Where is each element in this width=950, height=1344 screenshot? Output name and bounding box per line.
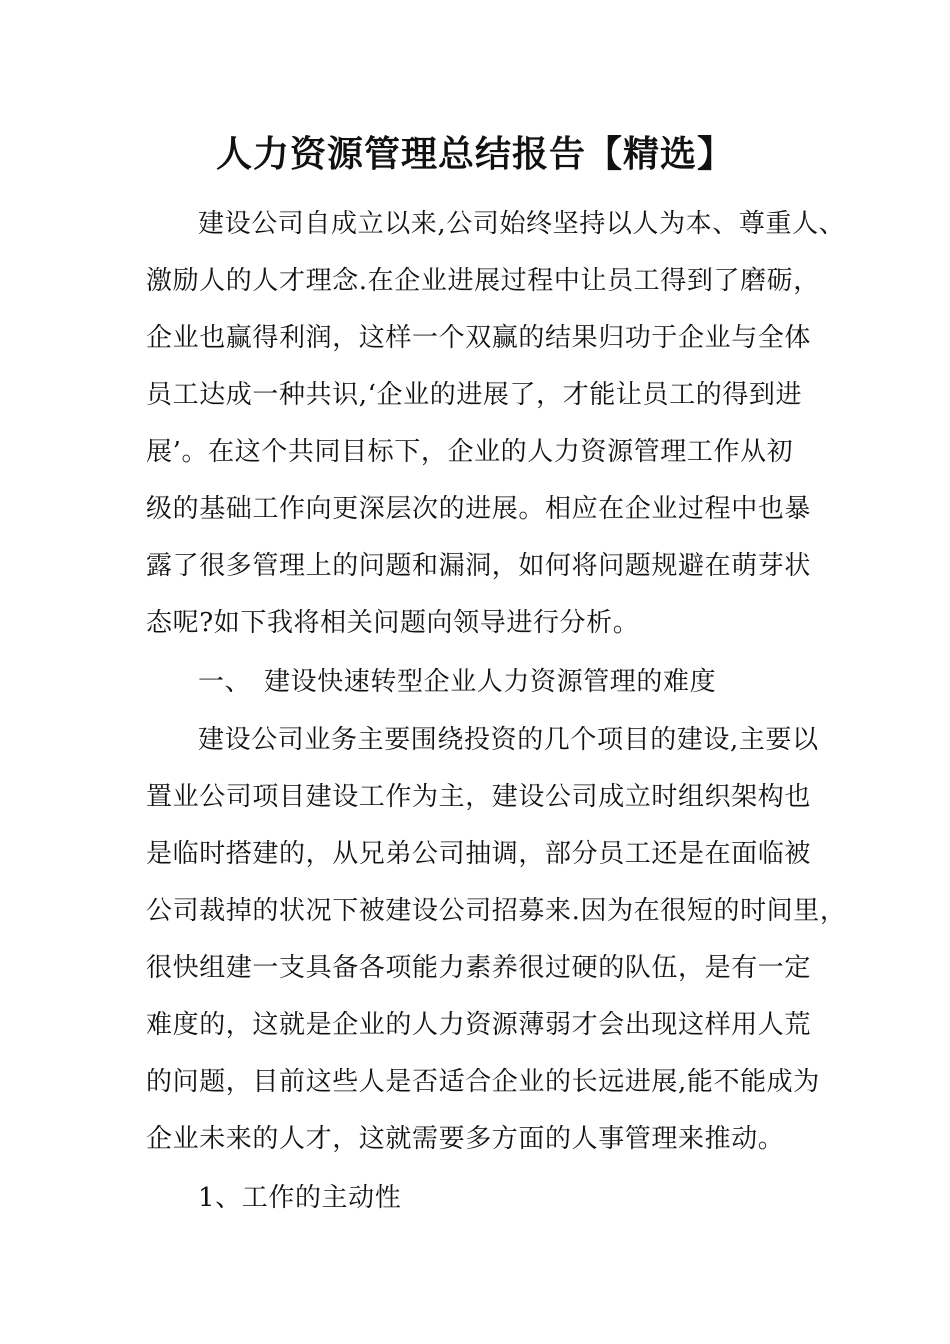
paragraph-line: 建设公司自成立以来,公司始终坚持以人为本、尊重人、	[198, 209, 846, 239]
paragraph-line: 露了很多管理上的问题和漏洞，如何将问题规避在萌芽状	[146, 551, 812, 581]
paragraph-line: 企业未来的人才，这就需要多方面的人事管理来推动。	[146, 1124, 785, 1154]
document-title: 人力资源管理总结报告【精选】	[215, 133, 734, 175]
paragraph-line: 员工达成一种共识,‘企业的进展了，才能让员工的得到进	[146, 380, 803, 410]
section-number: 一、	[198, 667, 252, 697]
paragraph-line: 公司裁掉的状况下被建设公司招募来.因为在很短的时间里，	[146, 896, 847, 926]
paragraph-line: 很快组建一支具备各项能力素养很过硬的队伍，是有一定	[146, 953, 812, 983]
paragraph-line: 企业也赢得利润，这样一个双赢的结果归功于企业与全体	[146, 323, 812, 353]
paragraph-line: 展’。在这个共同目标下，企业的人力资源管理工作从初	[146, 437, 794, 467]
subsection-heading: 1、工作的主动性	[198, 1183, 402, 1213]
section-title: 建设快速转型企业人力资源管理的难度	[264, 667, 717, 697]
paragraph-line: 态呢?如下我将相关问题向领导进行分析。	[146, 608, 640, 638]
paragraph-line: 级的基础工作向更深层次的进展。相应在企业过程中也暴	[146, 494, 812, 524]
section-heading	[198, 662, 716, 702]
paragraph-line: 置业公司项目建设工作为主，建设公司成立时组织架构也	[146, 782, 812, 812]
paragraph-line: 激励人的人才理念.在企业进展过程中让员工得到了磨砺，	[146, 266, 820, 296]
paragraph-line: 是临时搭建的，从兄弟公司抽调，部分员工还是在面临被	[146, 839, 812, 869]
paragraph-line: 的问题，目前这些人是否适合企业的长远进展,能不能成为	[146, 1067, 820, 1097]
paragraph-line: 难度的，这就是企业的人力资源薄弱才会出现这样用人荒	[146, 1010, 812, 1040]
paragraph-line: 建设公司业务主要围绕投资的几个项目的建设,主要以	[198, 725, 819, 755]
